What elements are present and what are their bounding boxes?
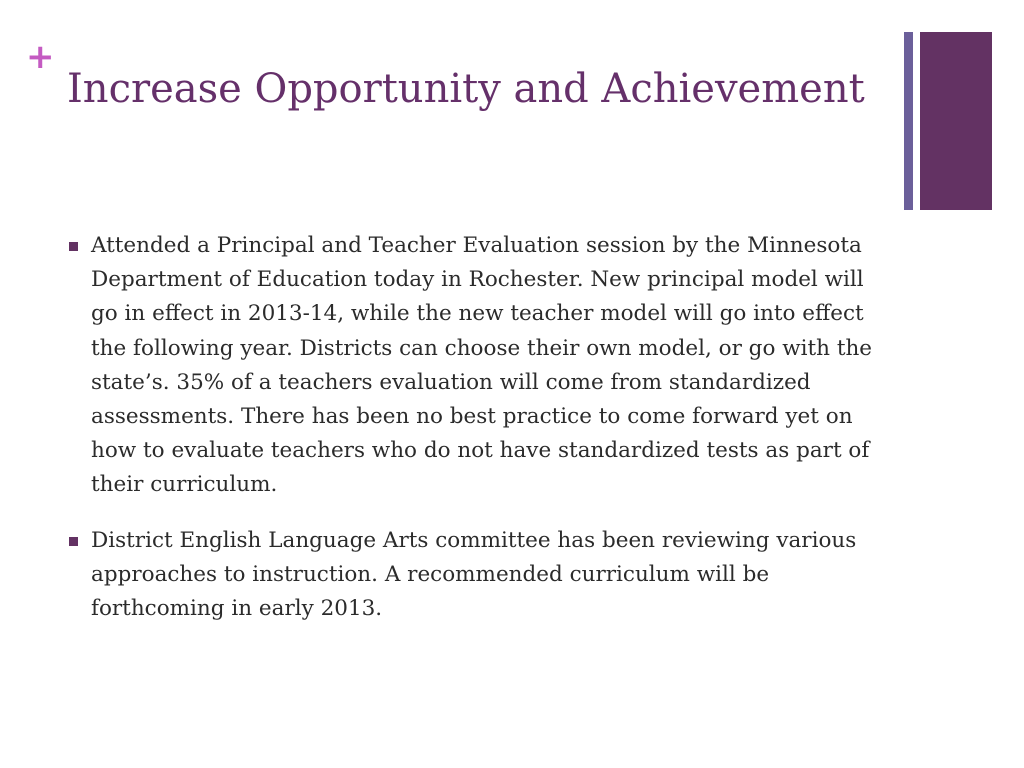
square-bullet-icon: [69, 537, 78, 546]
bullet-text: Attended a Principal and Teacher Evaluation session by the Minnesota Department of Education today in Rochester. New principal model will go in effect in 2013-14, while the new teacher model will go into effect the following year. Districts can choose their own model, or go with the state’s. 35% of a teachers evaluation will come from standardized assessments. There has been no best practice to come forward yet on how to evaluate teachers who do not have standardized tests as part of their curriculum.: [91, 233, 873, 498]
plus-icon: +: [26, 37, 55, 77]
slide-title: Increase Opportunity and Achievement: [67, 66, 865, 112]
square-bullet-icon: [69, 242, 78, 251]
bullet-list: [69, 229, 879, 647]
decorative-bar-thin: [904, 32, 913, 210]
bullet-text: District English Language Arts committee has been reviewing various approaches to instruction. A recommended curriculum will be forthcoming in early 2013.: [91, 527, 857, 622]
bullet-item: [69, 229, 879, 503]
decorative-bar-thick: [920, 32, 992, 210]
bullet-item: [69, 524, 879, 627]
